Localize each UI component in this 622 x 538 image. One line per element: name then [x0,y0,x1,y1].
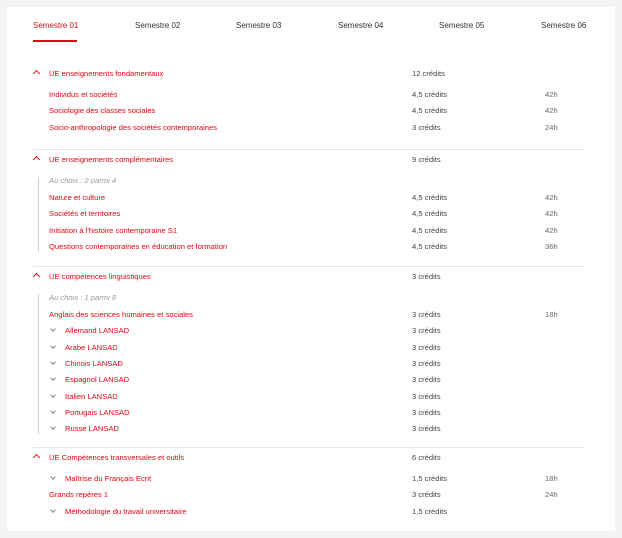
tab-semestre-04[interactable]: Semestre 04 [338,21,384,30]
chevron-down-icon[interactable] [50,326,56,332]
ue-title: UE Compétences transversales et outils [49,453,185,462]
course-credits: 3 crédits [412,122,441,132]
course-credits: 1,5 crédits [412,474,448,483]
tab-semestre-02[interactable]: Semestre 02 [135,21,181,30]
course-row[interactable] [7,422,615,436]
course-row[interactable] [7,341,615,355]
course-title: Méthodologie du travail universitaire [65,506,187,516]
course-title: Maîtrise du Français Ecrit [65,474,152,483]
course-title: Anglais des sciences humaines et sociales [49,310,193,319]
course-title: Espagnol LANSAD [65,375,130,385]
course-title: Individus et sociétés [49,90,118,99]
course-row[interactable] [7,104,615,118]
chevron-down-icon[interactable] [50,424,56,430]
course-row[interactable] [7,324,615,338]
course-title: Questions contemporaines en éducation et formation [49,241,228,251]
course-credits: 4,5 crédits [412,241,448,251]
course-hours: 42h [545,209,558,219]
course-credits: 3 crédits [412,310,441,319]
tab-semestre-01[interactable]: Semestre 01 [33,21,79,30]
course-row[interactable] [7,88,615,102]
course-row[interactable] [7,390,615,404]
choice-label: Au choix : 1 parmi 8 [49,293,117,302]
course-title: Allemand LANSAD [65,326,130,336]
course-credits: 3 crédits [412,358,441,368]
choice-label: Au choix : 2 parmi 4 [49,176,117,185]
course-row[interactable] [7,308,615,322]
ue-group-header[interactable] [7,67,615,81]
course-credits: 4,5 crédits [412,106,448,116]
course-row[interactable] [7,357,615,371]
course-hours: 18h [545,474,558,483]
course-title: Arabe LANSAD [65,342,118,352]
choice-group-bar [38,177,39,252]
course-title: Nature et culture [49,193,106,202]
course-row[interactable] [7,207,615,221]
course-title: Russe LANSAD [65,424,120,434]
course-row[interactable] [7,240,615,254]
course-hours: 42h [545,106,558,116]
course-hours: 18h [545,310,558,319]
group-divider [33,447,585,448]
course-hours: 42h [545,90,558,99]
course-credits: 3 crédits [412,326,441,336]
course-credits: 4,5 crédits [412,90,448,99]
course-title: Initiation à l'histoire contemporaine S1 [49,225,178,235]
course-hours: 24h [545,122,558,132]
course-credits: 4,5 crédits [412,209,448,219]
ue-credits: 3 crédits [412,272,441,281]
course-hours: 36h [545,241,558,251]
course-hours: 24h [545,490,558,500]
course-title: Sociétés et territoires [49,209,121,219]
course-row[interactable] [7,121,615,135]
course-credits: 3 crédits [412,407,441,417]
course-credits: 4,5 crédits [412,193,448,202]
tab-semestre-06[interactable]: Semestre 06 [541,21,587,30]
course-row[interactable] [7,488,615,502]
chevron-down-icon[interactable] [50,408,56,414]
course-title: Italien LANSAD [65,391,118,401]
chevron-down-icon[interactable] [50,507,56,513]
course-hours: 42h [545,225,558,235]
course-list [7,7,615,531]
ue-group-header[interactable] [7,270,615,284]
course-title: Portugais LANSAD [65,407,130,417]
chevron-down-icon[interactable] [50,359,56,365]
choice-rule [7,291,615,305]
group-divider [33,149,585,150]
course-credits: 3 crédits [412,342,441,352]
chevron-down-icon[interactable] [50,392,56,398]
chevron-up-icon[interactable] [33,454,40,461]
course-credits: 4,5 crédits [412,225,448,235]
course-hours: 42h [545,193,558,202]
course-row[interactable] [7,224,615,238]
course-row[interactable] [7,505,615,519]
course-credits: 1,5 crédits [412,506,448,516]
chevron-up-icon[interactable] [33,70,40,77]
chevron-down-icon[interactable] [50,343,56,349]
ue-title: UE enseignements fondamentaux [49,69,164,78]
course-title: Socio-anthropologie des sociétés contemporaines [49,122,218,132]
course-credits: 3 crédits [412,391,441,401]
course-row[interactable] [7,191,615,205]
course-credits: 3 crédits [412,490,441,500]
ue-credits: 12 crédits [412,69,445,78]
ue-credits: 9 crédits [412,155,441,164]
choice-group-bar [38,294,39,434]
ue-credits: 6 crédits [412,453,441,462]
ue-group-header[interactable] [7,451,615,465]
course-row[interactable] [7,472,615,486]
course-title: Chinois LANSAD [65,358,123,368]
course-credits: 3 crédits [412,375,441,385]
chevron-up-icon[interactable] [33,156,40,163]
chevron-down-icon[interactable] [50,474,56,480]
course-row[interactable] [7,406,615,420]
course-credits: 3 crédits [412,424,441,434]
ue-group-header[interactable] [7,153,615,167]
choice-rule [7,174,615,188]
tab-semestre-03[interactable]: Semestre 03 [236,21,282,30]
ue-title: UE compétences linguistiques [49,272,151,281]
chevron-up-icon[interactable] [33,273,40,280]
course-title: Sociologie des classes sociales [49,106,156,116]
chevron-down-icon[interactable] [50,375,56,381]
curriculum-card [7,7,615,531]
course-row[interactable] [7,373,615,387]
ue-title: UE enseignements complémentaires [49,155,174,164]
course-title: Grands repères 1 [49,490,109,500]
tab-semestre-05[interactable]: Semestre 05 [439,21,485,30]
group-divider [33,266,585,267]
